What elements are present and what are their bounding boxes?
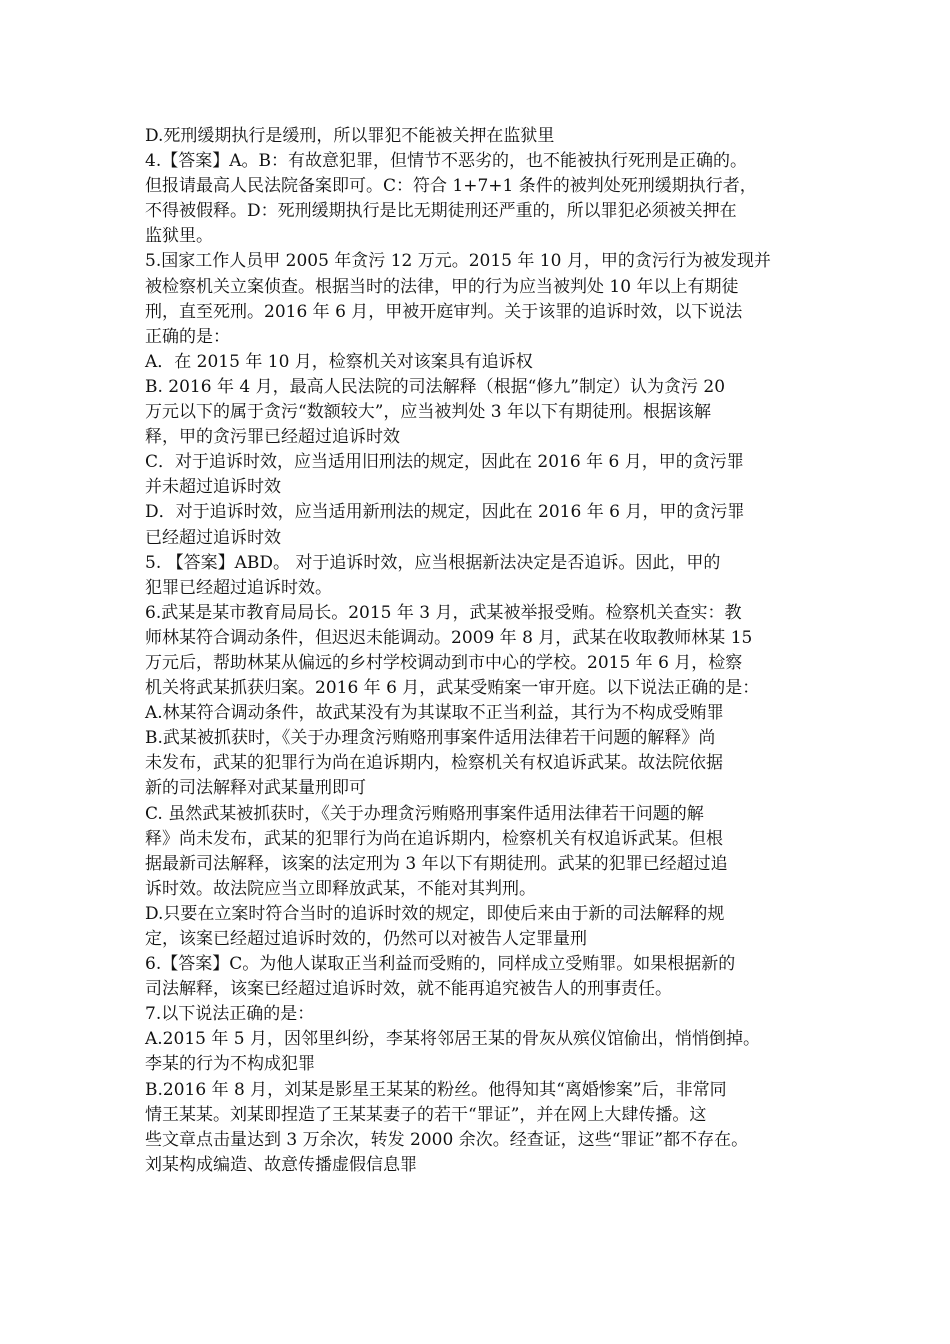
text-line: 据最新司法解释，该案的法定刑为 3 年以下有期徒刑。武某的犯罪已经超过追 [145, 853, 728, 874]
text-line: 机关将武某抓获归案。2016 年 6 月，武某受贿案一审开庭。以下说法正确的是： [145, 678, 760, 699]
document-body [145, 124, 817, 1178]
text-line: 定，该案已经超过追诉时效的，仍然可以对被告人定罪量刑 [145, 929, 587, 949]
text-line: B. 2016 年 4 月，最高人民法院的司法解释（根据“修九”制定）认为贪污 20 [145, 376, 726, 397]
text-line: B.武某被抓获时，《关于办理贪污贿赂刑事案件适用法律若干问题的解释》尚 [145, 728, 716, 749]
text-line: 刑，直至死刑。2016 年 6 月，甲被开庭审判。关于该罪的追诉时效，以下说法 [145, 301, 743, 322]
text-line: C. 虽然武某被抓获时，《关于办理贪污贿赂刑事案件适用法律若干问题的解 [145, 803, 704, 824]
text-line: 正确的是： [145, 326, 230, 347]
text-line: 5. 【答案】ABD。 对于追诉时效，应当根据新法决定是否追诉。因此，甲的 [145, 552, 721, 573]
text-line: 6.武某是某市教育局局长。2015 年 3 月，武某被举报受贿。检察机关查实：教 [145, 602, 742, 623]
text-line: 释》尚未发布，武某的犯罪行为尚在追诉期内，检察机关有权追诉武某。但根 [145, 828, 723, 849]
text-line: 师林某符合调动条件，但迟迟未能调动。2009 年 8 月，武某在收取教师林某 15 [145, 627, 753, 648]
text-line: 监狱里。 [145, 226, 213, 247]
text-line: A．在 2015 年 10 月，检察机关对该案具有追诉权 [145, 351, 533, 372]
text-line: 情王某某。刘某即捏造了王某某妻子的若干“罪证”，并在网上大肆传播。这 [145, 1104, 707, 1125]
text-line: 些文章点击量达到 3 万余次，转发 2000 余次。经查证，这些“罪证”都不存在。 [145, 1129, 749, 1150]
text-line: 李某的行为不构成犯罪 [145, 1054, 315, 1075]
text-line: 已经超过追诉时效 [145, 527, 281, 548]
text-line: 未发布，武某的犯罪行为尚在追诉期内，检察机关有权追诉武某。故法院依据 [145, 753, 723, 774]
text-line: D．对于追诉时效，应当适用新刑法的规定，因此在 2016 年 6 月，甲的贪污罪 [145, 502, 745, 523]
text-line: C．对于追诉时效，应当适用旧刑法的规定，因此在 2016 年 6 月，甲的贪污罪 [145, 452, 744, 473]
text-line: A.林某符合调动条件，故武某没有为其谋取不正当利益，其行为不构成受贿罪 [145, 703, 724, 724]
text-line: D.只要在立案时符合当时的追诉时效的规定，即使后来由于新的司法解释的规 [145, 903, 725, 924]
text-line: 万元后，帮助林某从偏远的乡村学校调动到市中心的学校。2015 年 6 月，检察 [145, 652, 743, 673]
text-line: 并未超过追诉时效 [145, 477, 281, 498]
text-line: 不得被假释。D：死刑缓期执行是比无期徒刑还严重的，所以罪犯必须被关押在 [145, 201, 737, 222]
text-line: 释，甲的贪污罪已经超过追诉时效 [145, 427, 400, 448]
text-line: 6.【答案】C。为他人谋取正当利益而受贿的，同样成立受贿罪。如果根据新的 [145, 954, 736, 975]
text-line: 被检察机关立案侦查。根据当时的法律，甲的行为应当被判处 10 年以上有期徒 [145, 276, 739, 297]
text-line: 万元以下的属于贪污“数额较大”，应当被判处 3 年以下有期徒刑。根据该解 [145, 402, 712, 423]
text-line: 新的司法解释对武某量刑即可 [145, 778, 366, 799]
text-line: 刘某构成编造、故意传播虚假信息罪 [145, 1154, 417, 1175]
text-line: 4.【答案】A。B：有故意犯罪，但情节不恶劣的，也不能被执行死刑是正确的。 [145, 151, 747, 172]
text-line: A.2015 年 5 月，因邻里纠纷，李某将邻居王某的骨灰从殡仪馆偷出，悄悄倒掉。 [145, 1029, 760, 1050]
text-line: 犯罪已经超过追诉时效。 [145, 577, 332, 598]
text-line: 诉时效。故法院应当立即释放武某，不能对其判刑。 [145, 878, 536, 899]
text-line: 7.以下说法正确的是： [145, 1004, 315, 1025]
text-line: D.死刑缓期执行是缓刑，所以罪犯不能被关押在监狱里 [145, 126, 555, 146]
text-line: B.2016 年 8 月，刘某是影星王某某的粉丝。他得知其“离婚惨案”后，非常同 [145, 1079, 727, 1100]
text-line: 司法解释，该案已经超过追诉时效，就不能再追究被告人的刑事责任。 [145, 979, 672, 1000]
text-line: 5.国家工作人员甲 2005 年贪污 12 万元。2015 年 10 月，甲的贪污行为被发现并 [145, 251, 771, 272]
text-line: 但报请最高人民法院备案即可。C：符合 1+7+1 条件的被判处死刑缓期执行者， [145, 176, 757, 197]
